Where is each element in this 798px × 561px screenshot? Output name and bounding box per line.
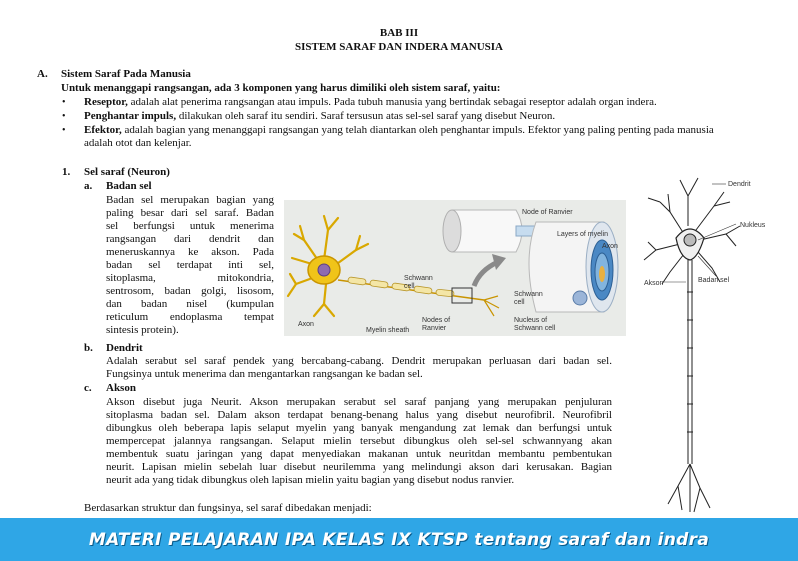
label-akson: Akson — [644, 280, 664, 287]
label-axon-left: Axon — [298, 321, 314, 328]
label-node-of-ranvier: Node of Ranvier — [522, 209, 573, 216]
badan-sel-line: sel berfungsi untuk menerima — [106, 220, 274, 232]
axon-terminal-branches — [668, 464, 710, 512]
akson-line: neurit ada yang tidak dibungkus oleh lapisan mielin yaitu bagian yang disebut nodus ranvier. — [106, 474, 515, 486]
badan-sel-line: meneruskannya ke akson. Pada — [106, 246, 274, 258]
badan-sel-line: Badan sel merupakan bagian yang — [106, 194, 274, 206]
badan-sel-line: paling besar dari sel saraf. Badan — [106, 207, 274, 219]
bullet-penghantar — [84, 110, 555, 123]
label-layers-of-myelin: Layers of myelin — [557, 231, 608, 238]
banner-text: MATERI PELAJARAN IPA KELAS IX KTSP tentang saraf dan indra — [88, 529, 710, 550]
bullet-marker: • — [62, 125, 66, 136]
intro-text: Untuk menanggapi rangsangan, ada 3 komponen yang harus dimiliki oleh sistem saraf, yaitu: — [61, 82, 501, 94]
chapter-number: BAB III — [379, 27, 419, 39]
label-schwann-cell-right: Schwann — [514, 291, 543, 298]
desc-reseptor: adalah alat penerima rangsangan atau impuls. Pada tubuh manusia yang bertindak sebagai reseptor adalah organ indera. — [130, 96, 657, 108]
dendrit-line: Adalah serabut sel saraf pendek yang bercabang-cabang. Dendrit merupakan perluasan dari badan sel. — [106, 355, 612, 367]
bullet-reseptor — [84, 96, 657, 109]
cell-nucleus — [318, 264, 330, 276]
item-a-title: Badan sel — [106, 180, 152, 192]
term-penghantar: Penghantar impuls, — [84, 110, 177, 122]
dendrit-paragraph — [106, 355, 612, 381]
label-nodes-of-ranvier-2: Ranvier — [422, 325, 447, 332]
label-badan-sel: Badan sel — [698, 277, 730, 284]
section-a-title: Sistem Saraf Pada Manusia — [61, 68, 191, 80]
bullet-marker: • — [62, 97, 66, 108]
neuron-nucleus — [684, 234, 696, 246]
item-c-letter: c. — [84, 382, 92, 394]
label-myelin-sheath: Myelin sheath — [366, 327, 410, 334]
label-dendrit: Dendrit — [728, 181, 751, 188]
neuron-axon — [687, 260, 693, 464]
item-b-title: Dendrit — [106, 342, 143, 354]
badan-sel-line: rangsangan dari dendrit dan — [106, 233, 274, 245]
label-nucleus-schwann-2: Schwann cell — [514, 325, 556, 332]
badan-sel-line: reticulum endoplasma tempat — [106, 311, 274, 323]
badan-sel-line: sitoplasma, mitokondria, — [106, 272, 274, 284]
subsection-1-number: 1. — [62, 166, 71, 178]
akson-line: membentuk suatu jaringan yang dapat menyediakan makanan untuk neuritdan membantu pembentukan — [106, 448, 612, 460]
label-schwann-cell-2: cell — [404, 283, 415, 290]
title-banner — [0, 518, 798, 561]
bullet-marker: • — [62, 111, 66, 122]
closing-text: Berdasarkan struktur dan fungsinya, sel saraf dibedakan menjadi: — [84, 502, 372, 514]
item-a-letter: a. — [84, 180, 93, 192]
desc-efektor: adalah bagian yang menanggapi rangsangan yang telah diantarkan oleh penghantar impuls. Efektor yang paling penting pada manusia — [124, 124, 714, 136]
badan-sel-line: dan badan nisel (kumpulan — [106, 298, 274, 310]
label-schwann-cell-right-2: cell — [514, 299, 525, 306]
akson-line: Akson disebut juga Neurit. Akson merupakan serabut sel saraf panjang yang merupakan penjuluran — [106, 396, 612, 408]
chapter-title: SISTEM SARAF DAN INDERA MANUSIA — [294, 41, 503, 53]
item-c-title: Akson — [106, 382, 136, 394]
item-b-letter: b. — [84, 342, 93, 354]
myelin-axon-figure — [284, 200, 626, 336]
dendrit-line: Fungsinya untuk menerima dan mengantarkan rangsangan ke badan sel. — [106, 368, 423, 380]
label-nodes-of-ranvier: Nodes of — [422, 317, 451, 324]
akson-line: dibungkus oleh beberapa lapis selaput myelin yang banyak mengandung zat lemak dan berfungsi untuk — [106, 422, 612, 434]
term-efektor: Efektor, — [84, 124, 122, 136]
badan-sel-line: badan sel terdapat inti sel, — [106, 259, 274, 271]
akson-line: sitoplasma badan sel. Dalam akson terdapat benang-benang halus yang disebut neurofibril. Neurofibril — [106, 409, 612, 421]
label-nukleus: Nukleus — [740, 222, 766, 229]
akson-line: mempercepat jalannya rangsangan. Selaput mielin tersebut dibungkus oleh sel-sel schwannyang akan — [106, 435, 612, 447]
badan-sel-paragraph — [106, 194, 274, 337]
badan-sel-line: sentrosom, badan golgi, lisosom, — [106, 285, 274, 297]
label-nucleus-schwann: Nucleus of — [514, 317, 548, 324]
neuron-figure — [640, 172, 780, 518]
subsection-1-title: Sel saraf (Neuron) — [84, 166, 170, 178]
section-a-number: A. — [37, 68, 48, 80]
badan-sel-line: sintesis protein). — [106, 324, 179, 336]
desc-penghantar: dilakukan oleh saraf itu sendiri. Saraf tersusun atas sel-sel saraf yang disebut Neuron. — [178, 110, 556, 122]
akson-line: neurit. Lapisan mielin sebelah luar disebut neurilemma yang melindungi akson dari kerusakan. Bagian — [106, 461, 612, 473]
akson-paragraph — [106, 396, 612, 487]
label-axon-right: Axon — [602, 243, 618, 250]
label-schwann-cell: Schwann — [404, 275, 433, 282]
bullet-efektor — [84, 124, 714, 137]
term-reseptor: Reseptor, — [84, 96, 128, 108]
desc-efektor-cont: adalah otot dan kelenjar. — [84, 137, 192, 149]
